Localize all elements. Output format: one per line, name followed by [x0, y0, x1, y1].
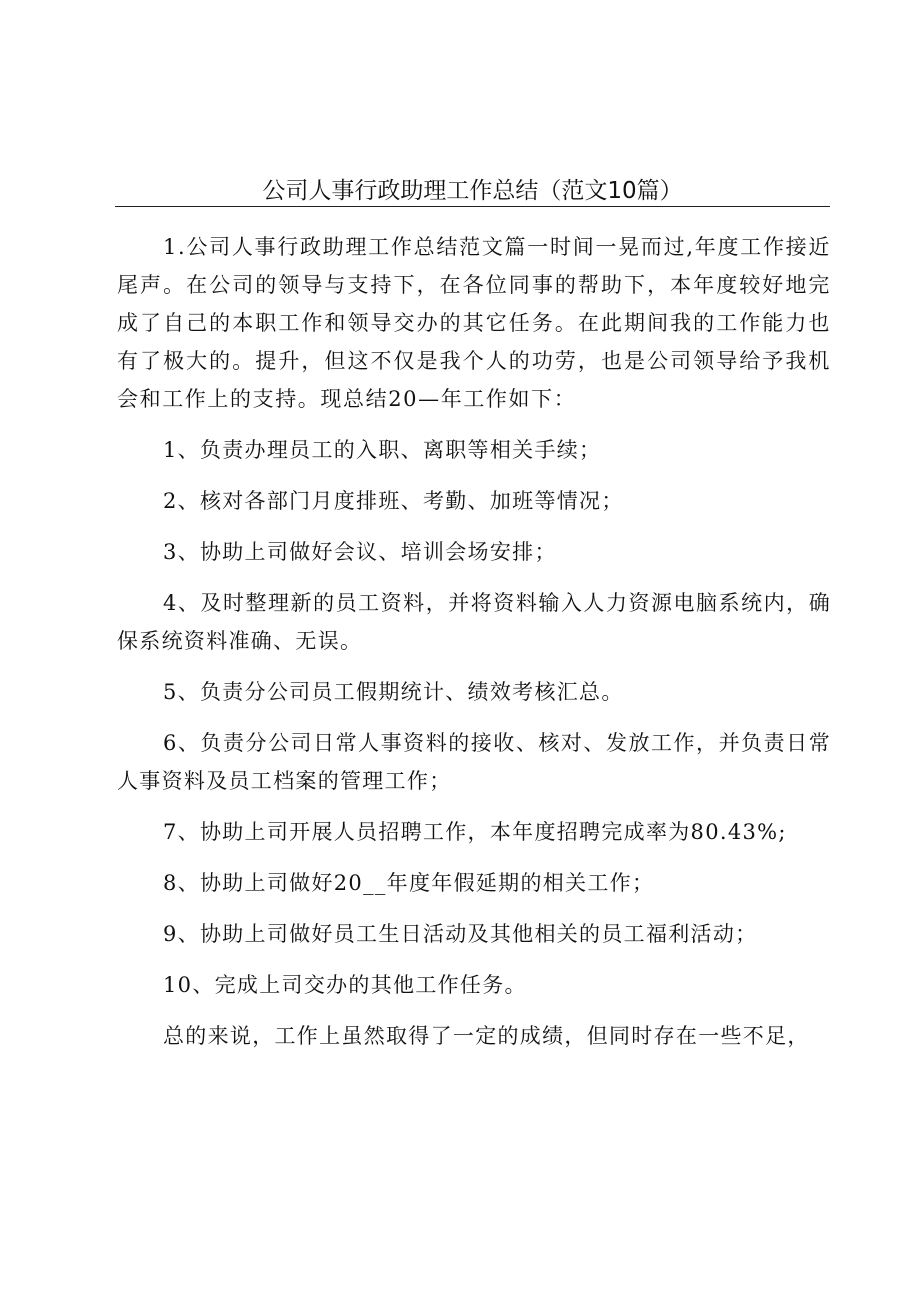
paragraph-item-2: 2、核对各部门月度排班、考勤、加班等情况；	[163, 489, 624, 513]
document-body	[117, 228, 831, 1068]
paragraph-intro: 1.公司人事行政助理工作总结范文篇一时间一晃而过,年度工作接近尾声。在公司的领导与支持下，在各位同事的帮助下，本年度较好地完成了自己的本职工作和领导交办的其它任务。在此期间我的工作能力也有了极大的。提升，但这不仅是我个人的功劳，也是公司领导给予我机会和工作上的支持。现总结20—年工作如下：	[117, 235, 831, 411]
document-title: 公司人事行政助理工作总结（范文10篇）	[262, 178, 683, 204]
paragraph-item-3: 3、协助上司做好会议、培训会场安排；	[163, 540, 557, 564]
paragraph-item-10: 10、完成上司交办的其他工作任务。	[163, 973, 527, 997]
paragraph-item-5: 5、负责分公司员工假期统计、绩效考核汇总。	[163, 680, 624, 704]
paragraph-item-6: 6、负责分公司日常人事资料的接收、核对、发放工作，并负责日常人事资料及员工档案的管理工作；	[117, 731, 831, 793]
title-underline	[115, 206, 830, 207]
paragraph-item-9: 9、协助上司做好员工生日活动及其他相关的员工福利活动；	[163, 922, 758, 946]
paragraph-item-1: 1、负责办理员工的入职、离职等相关手续；	[163, 438, 602, 462]
paragraph-item-7: 7、协助上司开展人员招聘工作，本年度招聘完成率为80.43%;	[163, 820, 787, 844]
paragraph-item-8: 8、协助上司做好20__年度年假延期的相关工作；	[163, 871, 655, 895]
paragraph-item-4: 4、及时整理新的员工资料，并将资料输入人力资源电脑系统内，确保系统资料准确、无误。	[117, 591, 831, 653]
paragraph-summary: 总的来说，工作上虽然取得了一定的成绩，但同时存在一些不足，	[163, 1024, 810, 1048]
